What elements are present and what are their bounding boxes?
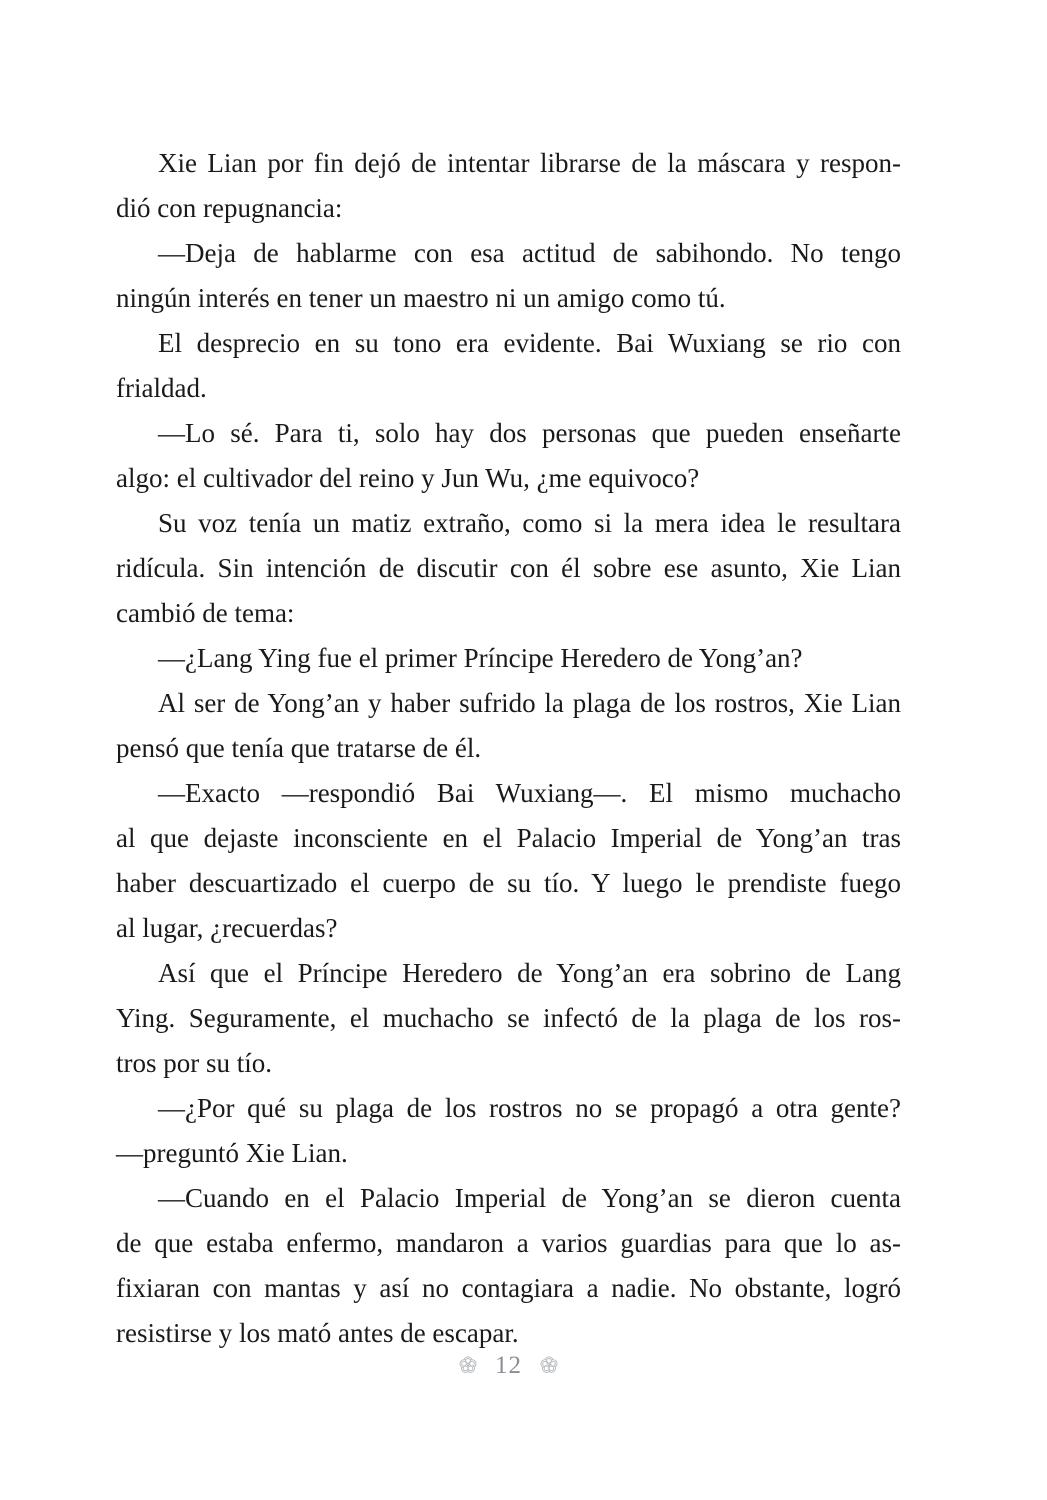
text-line: El desprecio en su tono era evidente. Bai Wuxiang se rio con [158, 328, 901, 358]
text-line: fixiaran con mantas y así no contagiara a nadie. No obstante, logró [116, 1273, 901, 1303]
body-text [116, 141, 901, 1356]
text-line: resistirse y los mató antes de escapar. [116, 1318, 519, 1348]
flower-icon [539, 1355, 559, 1375]
text-line: cambió de tema: [116, 598, 295, 628]
page-number: 12 [495, 1351, 522, 1379]
text-line: de que estaba enfermo, mandaron a varios guardias para que lo as- [116, 1228, 901, 1258]
paragraph [116, 636, 901, 681]
page-footer [116, 1348, 901, 1382]
text-line: —Deja de hablarme con esa actitud de sabihondo. No tengo [158, 238, 901, 268]
text-line: ridícula. Sin intención de discutir con él sobre ese asunto, Xie Lian [116, 553, 901, 583]
text-line: —Lo sé. Para ti, solo hay dos personas que pueden enseñarte [158, 418, 901, 448]
text-line: pensó que tenía que tratarse de él. [116, 733, 482, 763]
flower-icon [458, 1355, 478, 1375]
text-line: —Cuando en el Palacio Imperial de Yong’an se dieron cuenta [158, 1183, 901, 1213]
paragraph [116, 951, 901, 1086]
paragraph [116, 1086, 901, 1176]
text-line: tros por su tío. [116, 1048, 273, 1078]
flower-ornament-right-icon [539, 1355, 559, 1375]
text-line: Ying. Seguramente, el muchacho se infectó de la plaga de los ros- [116, 1003, 901, 1033]
text-line: Su voz tenía un matiz extraño, como si la mera idea le resultara [158, 508, 901, 538]
text-line: Así que el Príncipe Heredero de Yong’an era sobrino de Lang [158, 958, 901, 988]
paragraph [116, 1176, 901, 1356]
paragraph [116, 501, 901, 636]
paragraph [116, 681, 901, 771]
text-line: —preguntó Xie Lian. [116, 1138, 348, 1168]
text-line: algo: el cultivador del reino y Jun Wu, ¿me equivoco? [116, 463, 700, 493]
text-line: haber descuartizado el cuerpo de su tío. Y luego le prendiste fuego [116, 868, 901, 898]
paragraph [116, 141, 901, 231]
paragraph [116, 771, 901, 951]
flower-ornament-left-icon [458, 1355, 478, 1375]
paragraph [116, 231, 901, 321]
text-line: al que dejaste inconsciente en el Palacio Imperial de Yong’an tras [116, 823, 901, 853]
text-line: dió con repugnancia: [116, 193, 343, 223]
text-line: Xie Lian por fin dejó de intentar librarse de la máscara y respon- [158, 148, 901, 178]
paragraph [116, 321, 901, 411]
text-line: al lugar, ¿recuerdas? [116, 913, 338, 943]
text-line: —¿Por qué su plaga de los rostros no se propagó a otra gente? [158, 1093, 901, 1123]
text-line: ningún interés en tener un maestro ni un amigo como tú. [116, 283, 726, 313]
text-line: —Exacto —respondió Bai Wuxiang—. El mismo muchacho [158, 778, 901, 808]
paragraph [116, 411, 901, 501]
text-line: Al ser de Yong’an y haber sufrido la plaga de los rostros, Xie Lian [158, 688, 901, 718]
text-line: frialdad. [116, 373, 207, 403]
text-line: —¿Lang Ying fue el primer Príncipe Heredero de Yong’an? [158, 643, 803, 673]
